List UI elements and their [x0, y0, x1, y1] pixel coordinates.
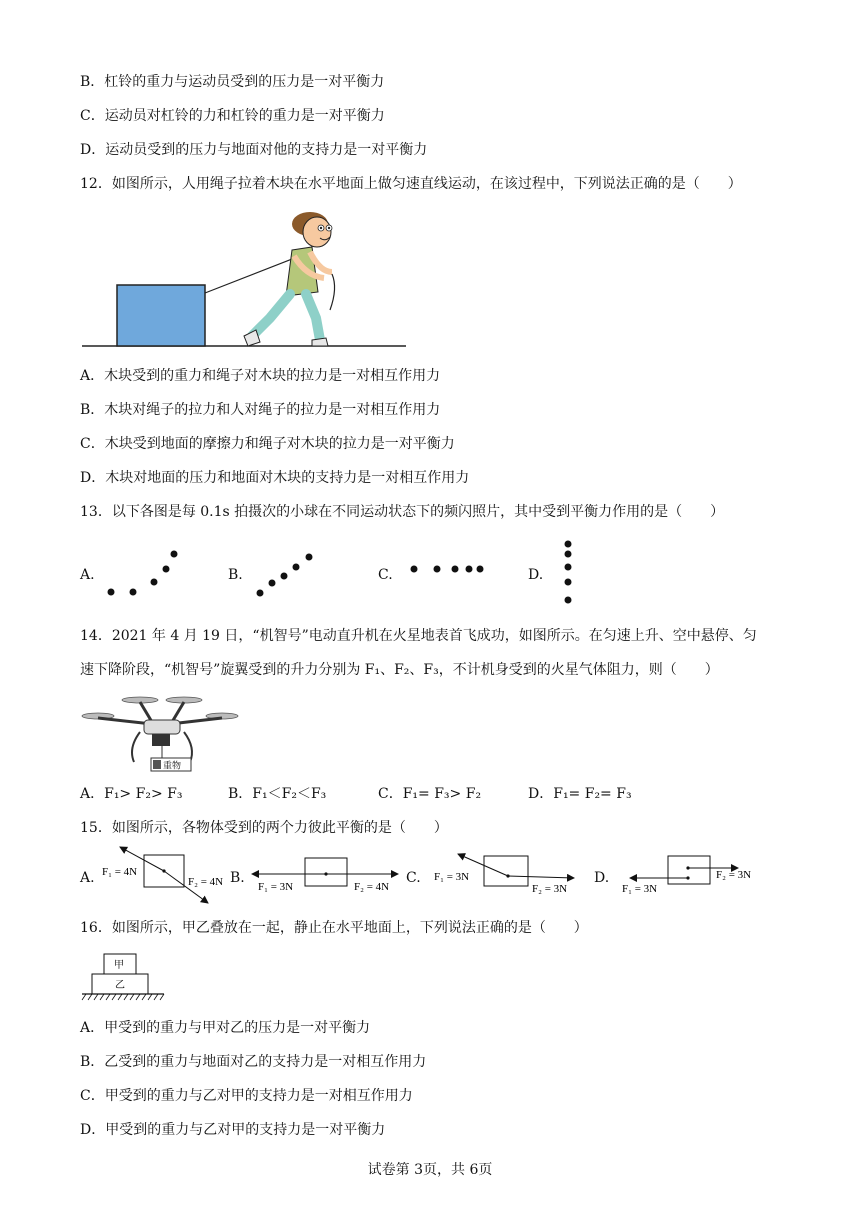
- q12-figure: [80, 200, 410, 350]
- q11-option-c: C．运动员对杠铃的力和杠铃的重力是一对平衡力: [80, 108, 385, 124]
- q15-b-f2-label: F₂ = 4N: [354, 881, 390, 893]
- page-footer: 试卷第 3页，共 6页: [367, 1162, 493, 1178]
- q15-label-d: D.: [594, 870, 610, 886]
- q15-b-f1-label: F₁ = 3N: [258, 881, 294, 893]
- q16-stem: 16．如图所示，甲乙叠放在一起，静止在水平地面上，下列说法正确的是（ ）: [80, 920, 588, 936]
- q15-figure-d: [620, 850, 780, 896]
- q15-a-f2-label: F₂ = 4N: [188, 876, 224, 888]
- q15-figure-a: [100, 845, 230, 907]
- q11-option-b: B．杠铃的重力与运动员受到的压力是一对平衡力: [80, 74, 385, 90]
- q16-option-a: A．甲受到的重力与甲对乙的压力是一对平衡力: [80, 1020, 371, 1036]
- q13-stem: 13．以下各图是每 0.1s 拍摄次的小球在不同运动状态下的频闪照片，其中受到平衡力作用的是（ ）: [80, 504, 725, 520]
- q15-a-f1-label: F₁ = 4N: [102, 866, 138, 878]
- q13-label-a: A.: [80, 567, 95, 583]
- q15-figure-b: [250, 852, 410, 894]
- q12-option-a: A．木块受到的重力和绳子对木块的拉力是一对相互作用力: [80, 368, 441, 384]
- q15-c-f2-label: F₂ = 3N: [532, 883, 568, 895]
- q15-label-b: B.: [230, 870, 245, 886]
- q13-figure-c: [400, 558, 490, 578]
- q15-figure-c: [428, 850, 588, 896]
- yi-label: 乙: [115, 980, 125, 991]
- q16-stacked-blocks-figure: [80, 950, 170, 1002]
- q16-option-b: B．乙受到的重力与地面对乙的支持力是一对相互作用力: [80, 1054, 427, 1070]
- q13-label-d: D.: [528, 567, 544, 583]
- q12-option-d: D．木块对地面的压力和地面对木块的支持力是一对相互作用力: [80, 470, 470, 486]
- q14-stem-line2: 速下降阶段，“机智号”旋翼受到的升力分别为 F₁、F₂、F₃，不计机身受到的火星气体阻力，则（ ）: [80, 662, 719, 678]
- q11-option-d: D．运动员受到的压力与地面对他的支持力是一对平衡力: [80, 142, 428, 158]
- q13-figure-a: [100, 545, 190, 605]
- q14-option-a: A．F₁> F₂> F₃: [80, 786, 183, 802]
- weight-label: 重物: [163, 760, 182, 771]
- q15-stem: 15．如图所示，各物体受到的两个力彼此平衡的是（ ）: [80, 820, 448, 836]
- q14-drone-figure: [80, 686, 240, 776]
- q16-option-d: D．甲受到的重力与乙对甲的支持力是一对平衡力: [80, 1122, 386, 1138]
- q14-option-c: C．F₁= F₃> F₂: [378, 786, 482, 802]
- q13-label-c: C.: [378, 567, 393, 583]
- q15-label-a: A.: [80, 870, 95, 886]
- q13-figure-b: [250, 545, 330, 605]
- q16-option-c: C．甲受到的重力与乙对甲的支持力是一对相互作用力: [80, 1088, 413, 1104]
- q13-label-b: B.: [228, 567, 243, 583]
- jia-label: 甲: [114, 960, 124, 971]
- q15-c-f1-label: F₁ = 3N: [434, 871, 470, 883]
- person-pulling-icon: [244, 212, 335, 346]
- wood-block: [117, 285, 205, 346]
- q15-label-c: C.: [406, 870, 421, 886]
- q15-d-f1-label: F₁ = 3N: [622, 883, 658, 895]
- q14-option-b: B．F₁＜F₂＜F₃: [228, 786, 327, 802]
- q14-stem-line1: 14．2021 年 4 月 19 日，“机智号”电动直升机在火星地表首飞成功，如图所示。在匀速上升、空中悬停、匀: [80, 628, 757, 644]
- q15-d-f2-label: F₂ = 3N: [716, 869, 752, 881]
- q13-figure-d: [555, 538, 579, 608]
- q12-option-b: B．木块对绳子的拉力和人对绳子的拉力是一对相互作用力: [80, 402, 441, 418]
- q12-stem: 12．如图所示，人用绳子拉着木块在水平地面上做匀速直线运动，在该过程中，下列说法正确的是（ ）: [80, 176, 742, 192]
- q14-option-d: D．F₁= F₂= F₃: [528, 786, 632, 802]
- q12-option-c: C．木块受到地面的摩擦力和绳子对木块的拉力是一对平衡力: [80, 436, 455, 452]
